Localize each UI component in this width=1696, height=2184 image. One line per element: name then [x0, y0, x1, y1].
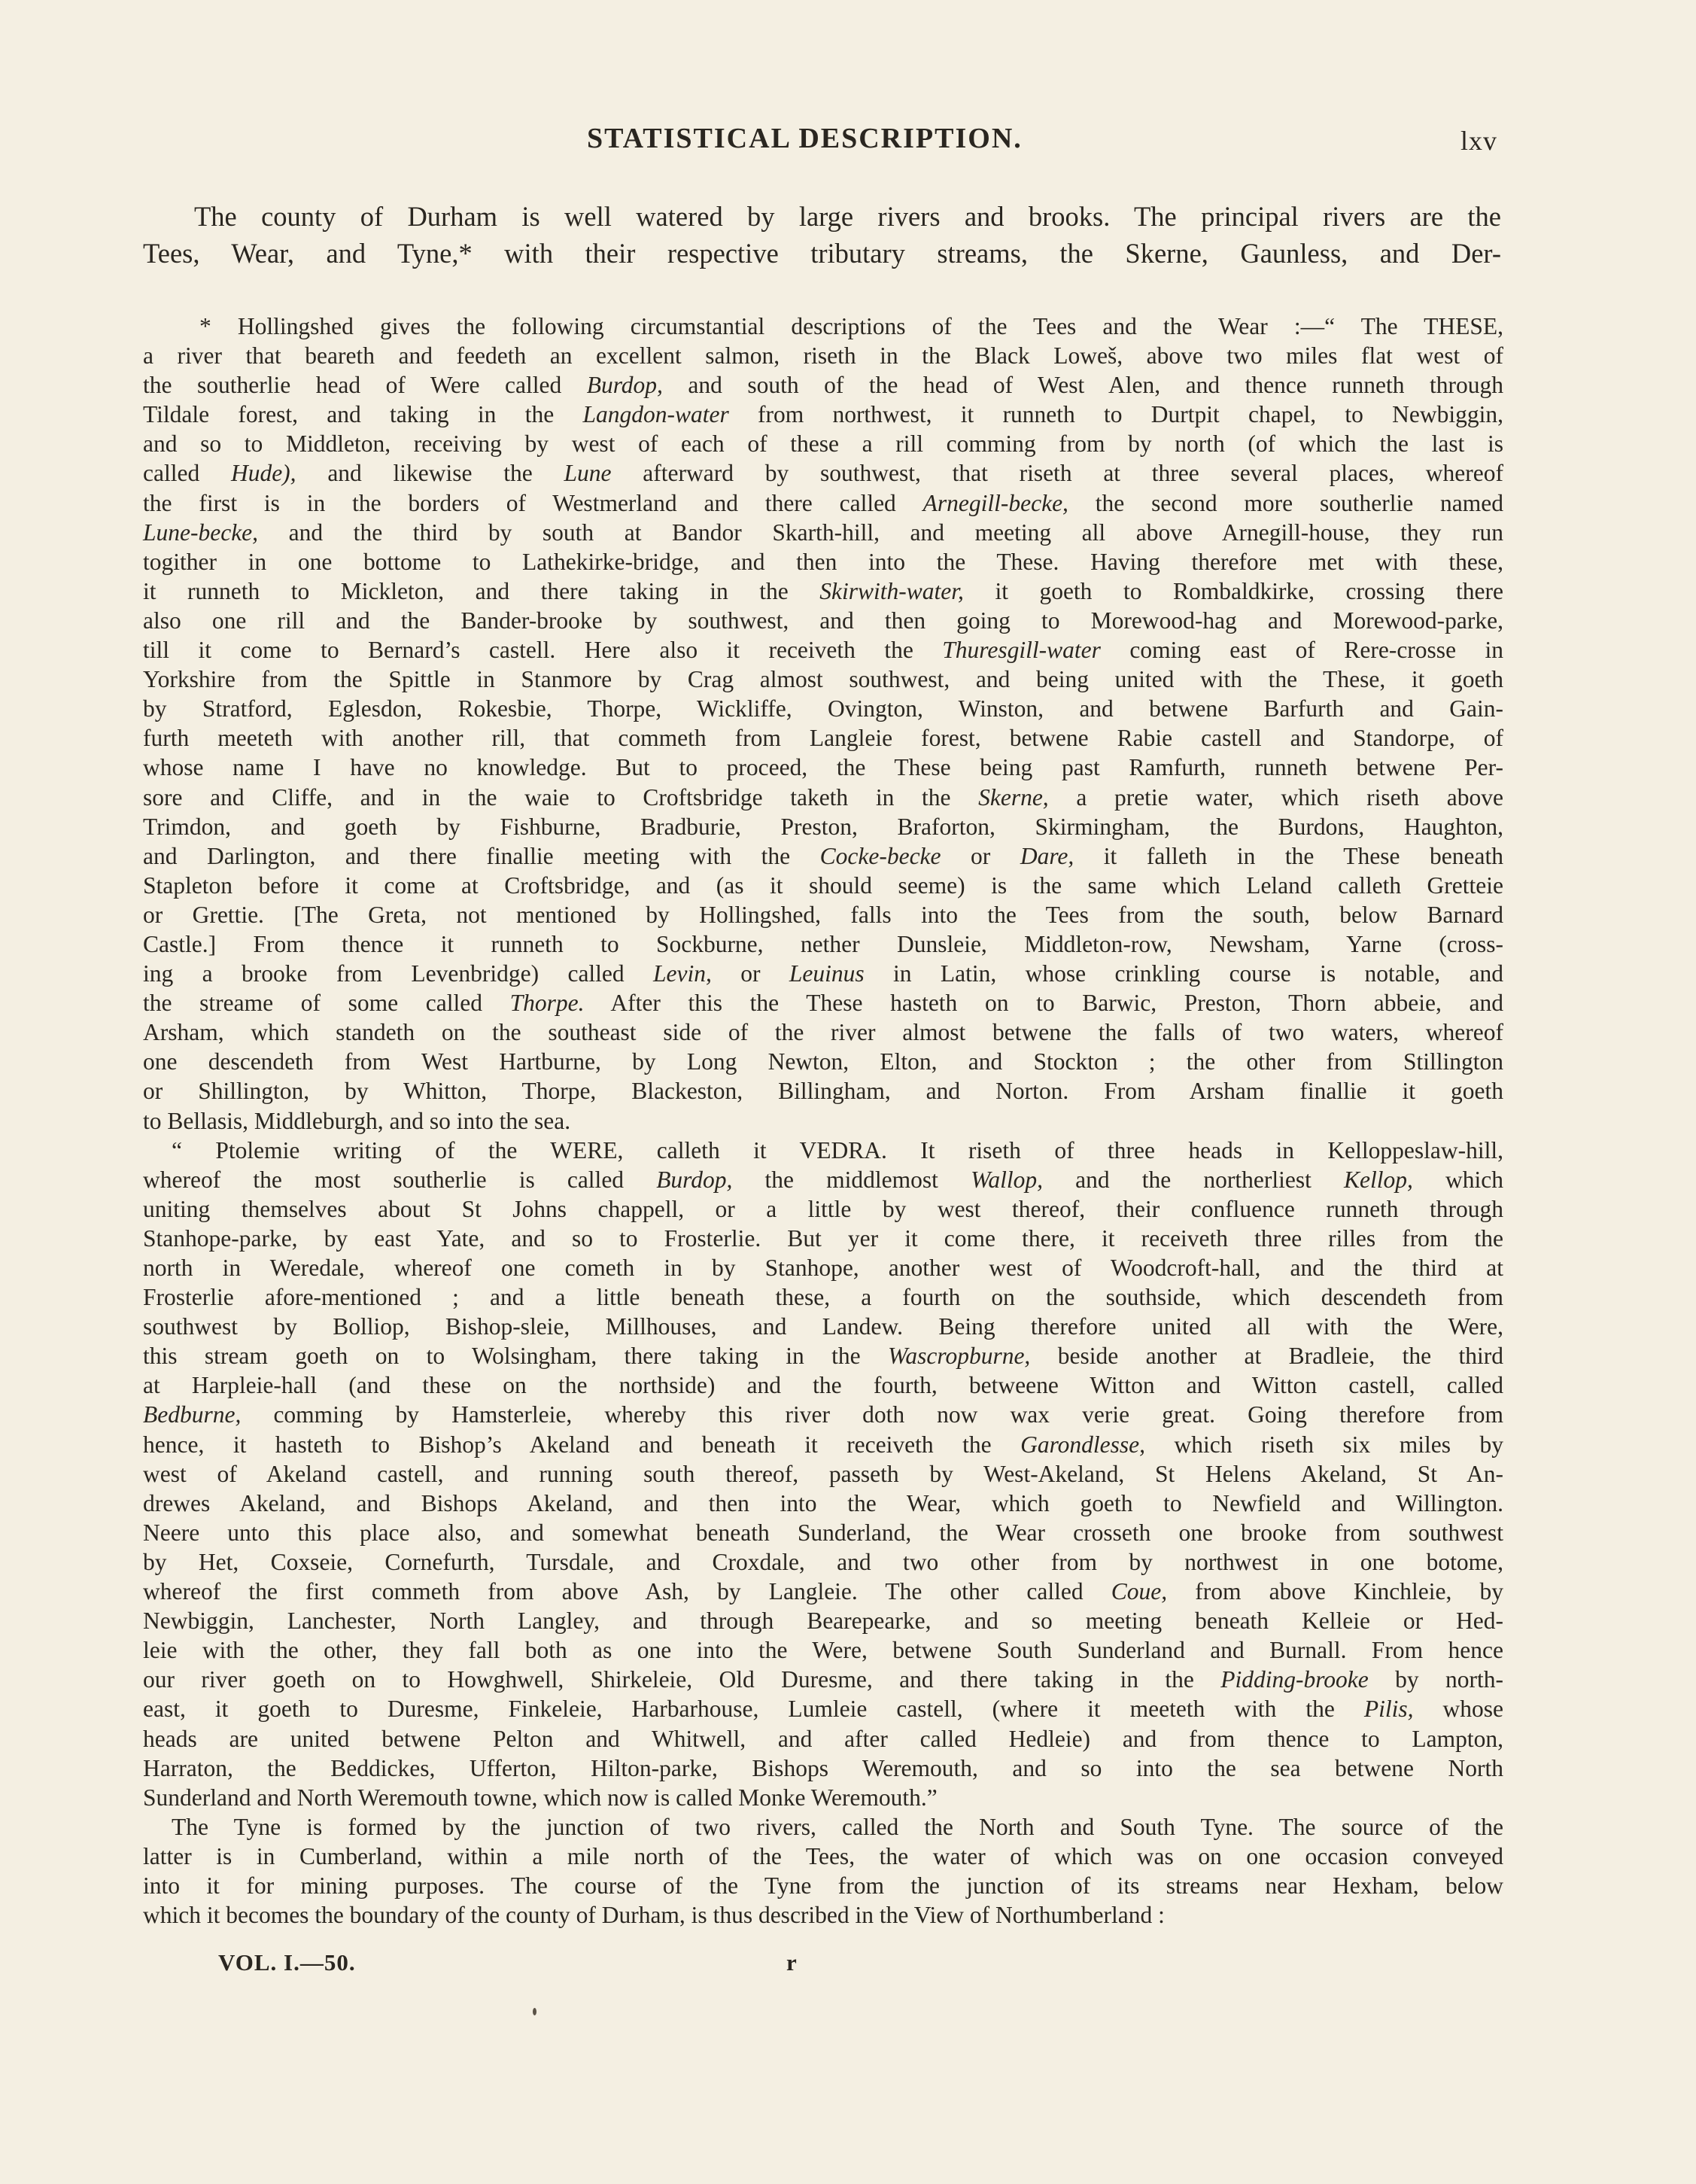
- footnote-text: and so to Middleton, receiving by west of each of these a rill comming from by north (of which the last is: [143, 430, 1503, 458]
- footnote-line: [143, 988, 1503, 1017]
- footnote-text: or: [711, 960, 789, 987]
- footnote-line: [143, 1547, 1503, 1577]
- footnote-italic-name: Wascropburne,: [888, 1343, 1031, 1370]
- footnote-line: [143, 458, 1503, 488]
- footnote-italic-name: Garondlesse,: [1020, 1431, 1146, 1458]
- footnote-italic-name: Hude),: [230, 460, 296, 487]
- footnote-text: Stapleton before it come at Croftsbridge, and (as it should seeme) is the same which Leland calleth Gretteie: [143, 871, 1503, 899]
- footnote-text: Harraton, the Beddickes, Ufferton, Hilton-parke, Bishops Weremouth, and so into the sea betwene North: [143, 1754, 1503, 1781]
- footnote-line: [143, 1577, 1503, 1606]
- footnote-text: the second more southerlie named: [1068, 489, 1503, 516]
- footnote-text: Stanhope-parke, by east Yate, and so to Frosterlie. But yer it come there, it receiveth three rilles from the: [143, 1224, 1503, 1252]
- footnote-text: by north-: [1368, 1666, 1503, 1693]
- footnote-text: the southerlie head of Were called: [143, 372, 587, 399]
- page-number: lxv: [1460, 126, 1497, 156]
- footnote-line: [143, 1253, 1503, 1282]
- footnote-line: [143, 723, 1503, 753]
- footnote-text: to Bellasis, Middleburgh, and so into the sea.: [143, 1107, 571, 1134]
- footnote-line: [143, 1224, 1503, 1253]
- footnote-text: * Hollingshed gives the following circumstantial descriptions of the Tees and the Wear :—“ The THESE,: [199, 313, 1503, 339]
- footnote-line: [143, 1754, 1503, 1783]
- footnote-text: uniting themselves about St Johns chappell, or a little by west thereof, their confluence runneth through: [143, 1195, 1503, 1222]
- footnote-text: this stream goeth on to Wolsingham, there taking in the: [143, 1343, 889, 1370]
- footnote-text: and Darlington, and there finallie meeting with the: [143, 842, 820, 869]
- footnote-italic-name: Lune-becke,: [143, 519, 259, 546]
- footnote-text: hence, it hasteth to Bishop’s Akeland and beneath it receiveth the: [143, 1431, 1021, 1458]
- main-text-line: Tees, Wear, and Tyne,* with their respective tributary streams, the Skerne, Gaunless, and Der-: [143, 238, 1501, 269]
- footnote-italic-name: Dare,: [1020, 842, 1074, 869]
- running-title: STATISTICAL DESCRIPTION.: [587, 123, 1023, 154]
- footnote-line: [143, 606, 1503, 635]
- footnote-italic-name: Levin,: [653, 960, 712, 987]
- footnote-text: the streame of some called: [143, 990, 510, 1017]
- footnote-italic-name: Pilis,: [1363, 1696, 1414, 1723]
- footnote-italic-name: Wallop,: [971, 1166, 1044, 1193]
- footnote-italic-name: Skerne,: [978, 783, 1049, 811]
- footnote-italic-name: Skirwith-water,: [819, 577, 964, 604]
- footnote-italic-name: Kellop,: [1344, 1166, 1413, 1193]
- footnote-line: [143, 1842, 1503, 1871]
- footnote-italic-name: Arnegill-becke,: [922, 489, 1068, 516]
- footnote-italic-name: Bedburne,: [143, 1401, 242, 1428]
- footnote-text: our river goeth on to Howghwell, Shirkeleie, Old Duresme, and there taking in the: [143, 1666, 1221, 1693]
- footnote-text: a river that beareth and feedeth an excellent salmon, riseth in the Black Loweš, above two miles flat west of: [143, 342, 1503, 370]
- footnote-text: till it come to Bernard’s castell. Here also it receiveth the: [143, 637, 943, 664]
- footnote-line: [143, 1076, 1503, 1106]
- footnote-line: [143, 665, 1503, 694]
- footnote-italic-name: Pidding-brooke: [1220, 1666, 1369, 1693]
- footnote-line: [143, 694, 1503, 723]
- footnote-text: whose name I have no knowledge. But to proceed, the These being past Ramfurth, runneth betwene Per-: [143, 754, 1503, 781]
- footnote-line: [143, 312, 1503, 341]
- footnote-text: coming east of Rere-crosse in: [1100, 637, 1503, 664]
- footnote-text: The Tyne is formed by the junction of two rivers, called the North and South Tyne. The source of the: [172, 1813, 1503, 1840]
- page-header: [143, 122, 1497, 167]
- footnote-text: also one rill and the Bander-brooke by southwest, and then going to Morewood-hag and Morewood-parke,: [143, 607, 1503, 634]
- footnote-line: [143, 1430, 1503, 1459]
- footnote-italic-name: Coue,: [1111, 1578, 1168, 1605]
- footnote-line: [143, 488, 1503, 518]
- footnote-text: heads are united betwene Pelton and Whitwell, and after called Hedleie) and from thence to Lampton,: [143, 1725, 1503, 1752]
- footnote-line: [143, 871, 1503, 900]
- footnote-text: which: [1412, 1166, 1504, 1193]
- footnote-text: west of Akeland castell, and running south thereof, passeth by West-Akeland, St Helens Akeland, St An-: [143, 1460, 1503, 1487]
- footnote-text: by Het, Coxseie, Cornefurth, Tursdale, and Croxdale, and two other from by northwest in one botome,: [143, 1548, 1503, 1575]
- footnote-text: and the third by south at Bandor Skarth-hill, and meeting all above Arnegill-house, they run: [258, 519, 1503, 546]
- footnote-line: [143, 370, 1503, 400]
- footnote-text: and likewise the: [296, 460, 564, 487]
- footnote-italic-name: Burdop,: [586, 372, 663, 399]
- footnote-line: [143, 1282, 1503, 1312]
- footnote-text: and the northerliest: [1043, 1166, 1345, 1193]
- footnote-line: [143, 1518, 1503, 1547]
- footnote-text: beside another at Bradleie, the third: [1030, 1343, 1503, 1370]
- footnote-line: [143, 841, 1503, 871]
- footnote-text: it goeth to Rombaldkirke, crossing there: [963, 577, 1503, 604]
- footnote-line: [143, 1459, 1503, 1489]
- footnote-text: Frosterlie afore-mentioned ; and a little beneath these, a fourth on the southside, which descendeth from: [143, 1284, 1503, 1311]
- footnote-text: into it for mining purposes. The course of the Tyne from the junction of its streams near Hexham, below: [143, 1872, 1503, 1899]
- footnote-text: After this the These hasteth on to Barwic, Preston, Thorn abbeie, and: [584, 990, 1504, 1017]
- footnote-text: latter is in Cumberland, within a mile north of the Tees, the water of which was on one occasion conveyed: [143, 1842, 1503, 1869]
- footnote-line: [143, 1136, 1503, 1165]
- footnote-italic-name: Lune: [564, 460, 612, 487]
- footnote-text: comming by Hamsterleie, whereby this river doth now wax verie great. Going therefore from: [241, 1401, 1503, 1428]
- footnote-text: from northwest, it runneth to Durtpit chapel, to Newbiggin,: [728, 401, 1503, 428]
- footnote-text: a pretie water, which riseth above: [1048, 783, 1503, 811]
- footnote-line: [143, 429, 1503, 458]
- footnote-line: [143, 1665, 1503, 1694]
- footnote-text: north in Weredale, whereof one cometh in by Stanhope, another west of Woodcroft-hall, and the third at: [143, 1255, 1503, 1281]
- footnote-text: it runneth to Mickleton, and there taking in the: [143, 577, 820, 604]
- footnote-text: “ Ptolemie writing of the WERE, calleth it VEDRA. It riseth of three heads in Kelloppeslaw-hill,: [172, 1136, 1503, 1163]
- footnote-text: togither in one bottome to Lathekirke-bridge, and then into the These. Having therefore met with these,: [143, 548, 1503, 575]
- footnote-text: it falleth in the These beneath: [1074, 842, 1503, 869]
- footnote-text: drewes Akeland, and Bishops Akeland, and then into the Wear, which goeth to Newfield and Willington.: [143, 1489, 1503, 1516]
- footnote-line: [143, 1724, 1503, 1754]
- footnote-line: [143, 1194, 1503, 1224]
- footnote-line: [143, 1312, 1503, 1341]
- footnote-line: [143, 959, 1503, 988]
- footnote-text: by Stratford, Eglesdon, Rokesbie, Thorpe, Wickliffe, Ovington, Winston, and betwene Barfurth and Gain-: [143, 695, 1503, 722]
- footnote-text: southwest by Bolliop, Bishop-sleie, Millhouses, and Landew. Being therefore united all with the Were,: [143, 1313, 1503, 1340]
- footnote-italic-name: Thorpe.: [509, 990, 585, 1017]
- footnote-line: [143, 400, 1503, 429]
- footnote-line: [143, 341, 1503, 370]
- footnote-text: whose: [1413, 1696, 1503, 1723]
- footnote-line: [143, 929, 1503, 959]
- signature-line: [218, 1949, 820, 1983]
- footnote-line: [143, 1489, 1503, 1518]
- footnote-line: [143, 1635, 1503, 1665]
- main-text: [143, 198, 1501, 272]
- footnote-text: and south of the head of West Alen, and thence runneth through: [662, 372, 1503, 399]
- footnote-text: Sunderland and North Weremouth towne, which now is called Monke Weremouth.”: [143, 1784, 938, 1811]
- footnote-text: or Shillington, by Whitton, Thorpe, Blackeston, Billingham, and Norton. From Arsham finallie it goeth: [143, 1078, 1503, 1105]
- footnote-line: [143, 518, 1503, 547]
- footnote-line: [143, 812, 1503, 841]
- footnote-text: Castle.] From thence it runneth to Sockburne, nether Dunsleie, Middleton-row, Newsham, Yarne (cross-: [143, 930, 1503, 957]
- footnote-line: [143, 1783, 1503, 1812]
- main-text-line: The county of Durham is well watered by large rivers and brooks. The principal rivers are the: [194, 201, 1501, 232]
- footnote-text: which riseth six miles by: [1145, 1431, 1503, 1458]
- footnote-text: from above Kinchleie, by: [1167, 1578, 1503, 1605]
- footnote-line: [143, 1370, 1503, 1400]
- footnote-text: or: [941, 842, 1020, 869]
- footnote-line: [143, 576, 1503, 606]
- footnote-text: the middlemost: [732, 1166, 971, 1193]
- footnote-italic-name: Leuinus: [789, 960, 865, 987]
- footnote-text: east, it goeth to Duresme, Finkeleie, Harbarhouse, Lumleie castell, (where it meeteth with the: [143, 1696, 1364, 1723]
- footnote-line: [143, 1106, 1503, 1136]
- footnote-text: at Harpleie-hall (and these on the northside) and the fourth, betweene Witton and Witton castell, called: [143, 1372, 1503, 1399]
- footnote-line: [143, 783, 1503, 812]
- footnote-italic-name: Langdon-water: [582, 401, 729, 428]
- footnote-line: [143, 900, 1503, 929]
- footnote-text: whereof the first commeth from above Ash, by Langleie. The other called: [143, 1578, 1111, 1605]
- footnote-text: Newbiggin, Lanchester, North Langley, and through Bearepearke, and so meeting beneath Kelleie or Hed-: [143, 1608, 1503, 1635]
- footnote-text: Trimdon, and goeth by Fishburne, Bradburie, Preston, Braforton, Skirmingham, the Burdons, Haughton,: [143, 813, 1503, 840]
- footnote-italic-name: Burdop,: [656, 1166, 733, 1193]
- footnote-line: [143, 1694, 1503, 1723]
- footnote-line: [143, 547, 1503, 576]
- footnote-text: Neere unto this place also, and somewhat beneath Sunderland, the Wear crosseth one brooke from southwest: [143, 1519, 1503, 1546]
- footnote-line: [143, 1812, 1503, 1842]
- footnote-line: [143, 1017, 1503, 1047]
- footnote-line: [143, 1047, 1503, 1076]
- footnote-text: in Latin, whose crinkling course is notable, and: [864, 960, 1503, 987]
- footnote-line: [143, 1871, 1503, 1900]
- ink-speck: [533, 2008, 536, 2015]
- footnote-line: [143, 1900, 1503, 1930]
- volume-signature: VOL. I.—50.: [218, 1949, 356, 1976]
- footnote-text: Yorkshire from the Spittle in Stanmore by Crag almost southwest, and being united with the These, it goeth: [143, 666, 1503, 693]
- footnote-text: the first is in the borders of Westmerland and there called: [143, 489, 923, 516]
- footnote-text: Tildale forest, and taking in the: [143, 401, 583, 428]
- signature-mark: r: [786, 1949, 797, 1976]
- footnote-text: furth meeteth with another rill, that commeth from Langleie forest, betwene Rabie castell and Standorpe, of: [143, 725, 1503, 752]
- footnote-text: or Grettie. [The Greta, not mentioned by Hollingshed, falls into the Tees from the south, below Barnard: [143, 901, 1503, 928]
- footnote-line: [143, 1400, 1503, 1429]
- footnote-text: called: [143, 460, 231, 487]
- footnote-italic-name: Cocke-becke: [819, 842, 941, 869]
- footnote-italic-name: Thuresgill-water: [942, 637, 1101, 664]
- footnote-text: whereof the most southerlie is called: [143, 1166, 657, 1193]
- footnote-text: leie with the other, they fall both as one into the Were, betwene South Sunderland and Burnall. From hence: [143, 1637, 1503, 1664]
- footnote-text: sore and Cliffe, and in the waie to Croftsbridge taketh in the: [143, 783, 979, 811]
- footnote-text: which it becomes the boundary of the county of Durham, is thus described in the View of Northumberland :: [143, 1902, 1165, 1929]
- footnote-text: one descendeth from West Hartburne, by Long Newton, Elton, and Stockton ; the other from Stillington: [143, 1048, 1503, 1075]
- footnote-line: [143, 1606, 1503, 1635]
- footnote-text: afterward by southwest, that riseth at three several places, whereof: [611, 460, 1503, 487]
- footnote-line: [143, 1165, 1503, 1194]
- footnote-text: Arsham, which standeth on the southeast side of the river almost betwene the falls of two waters, whereof: [143, 1019, 1503, 1046]
- footnote-text: ing a brooke from Levenbridge) called: [143, 960, 654, 987]
- footnote: [143, 312, 1503, 1930]
- footnote-line: [143, 635, 1503, 665]
- footnote-line: [143, 1341, 1503, 1370]
- footnote-line: [143, 753, 1503, 782]
